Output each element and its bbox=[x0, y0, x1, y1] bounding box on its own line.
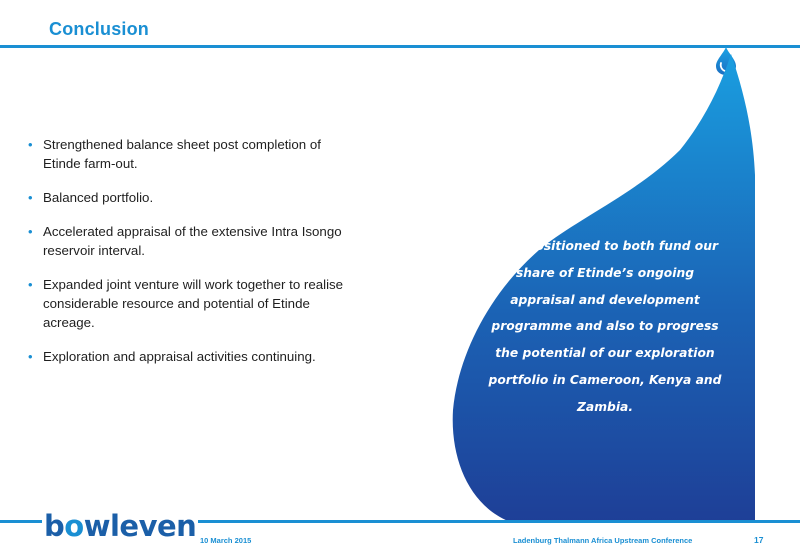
footer-conference: Ladenburg Thalmann Africa Upstream Conference bbox=[513, 536, 693, 545]
list-item: • Strengthened balance sheet post completion of Etinde farm-out. bbox=[28, 137, 321, 171]
list-item: • Balanced portfolio. bbox=[28, 190, 154, 205]
bullet-dot: • bbox=[28, 137, 33, 152]
bullet-dot: • bbox=[28, 224, 33, 239]
bullet-dot: • bbox=[28, 190, 33, 205]
slide-title: Conclusion bbox=[49, 19, 149, 39]
bullet-dot: • bbox=[28, 349, 33, 364]
bullet-dot: • bbox=[28, 277, 33, 292]
list-item: • Accelerated appraisal of the extensive Intra Isongo reservoir interval. bbox=[28, 224, 342, 258]
list-item: • Exploration and appraisal activities continuing. bbox=[28, 349, 316, 364]
footer-date: 10 March 2015 bbox=[200, 536, 252, 545]
bowleven-logo: bowleven bbox=[44, 509, 197, 543]
highlight-quote: Well-positioned to both fund our share of Etinde’s ongoing appraisal and development programme and also to progress the potential of our exploration portfolio in Cameroon, Kenya and Zambia. bbox=[488, 239, 722, 414]
page-number: 17 bbox=[754, 535, 764, 545]
list-item: • Expanded joint venture will work together to realise considerable resource and potential of Etinde acreage. bbox=[28, 277, 344, 330]
